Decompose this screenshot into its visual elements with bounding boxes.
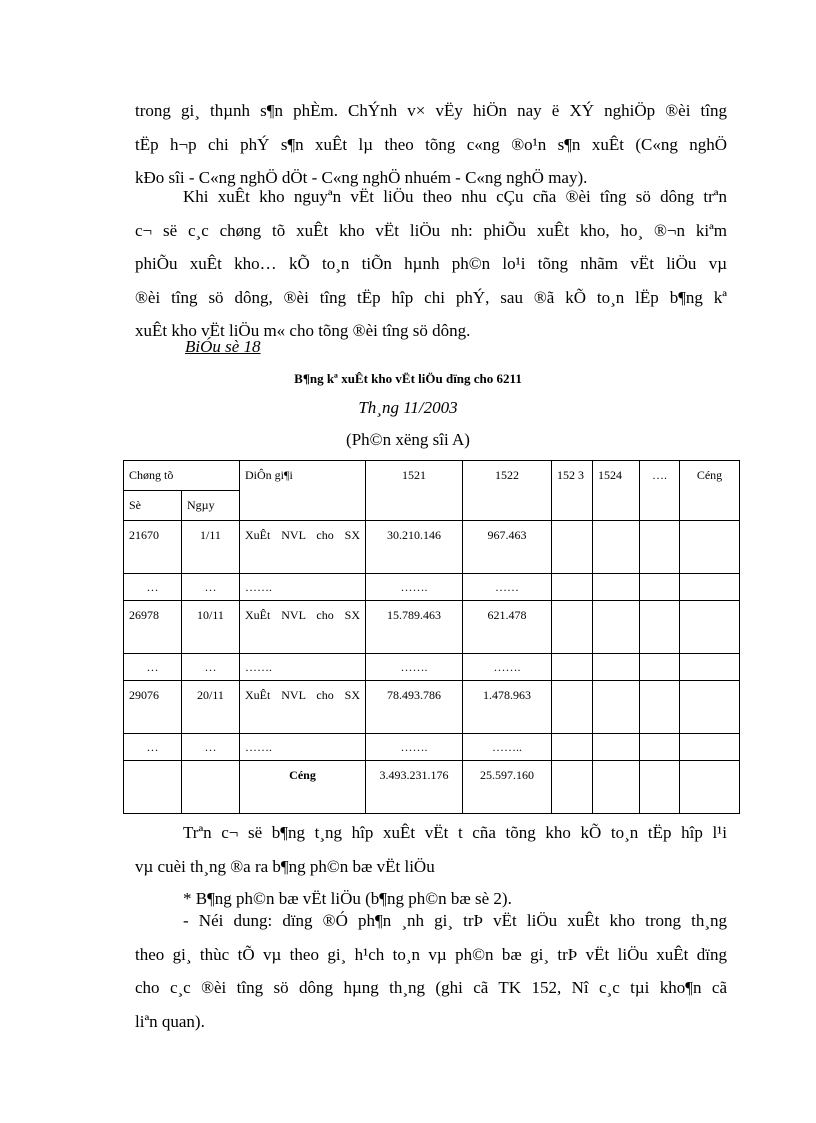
table-row bbox=[124, 601, 740, 654]
cell-more bbox=[640, 654, 680, 681]
table-month: Th¸ng 11/2003 bbox=[358, 398, 458, 417]
cell-1524 bbox=[593, 574, 640, 601]
cell-1523 bbox=[552, 521, 593, 574]
header-date: Ngµy bbox=[182, 491, 240, 521]
cell-number: 26978 bbox=[124, 601, 182, 654]
cell-number bbox=[124, 761, 182, 814]
cell-number: … bbox=[124, 574, 182, 601]
cell-total bbox=[680, 521, 740, 574]
cell-1524 bbox=[593, 734, 640, 761]
cell-more bbox=[640, 521, 680, 574]
text-line: liªn quan). bbox=[135, 1011, 205, 1031]
text-line: phiÕu xuÊt kho… kÕ to¸n tiÕn hµnh ph©n lo¹i tõng nhãm vËt liÖu vµ bbox=[135, 254, 727, 273]
cell-1522: …….. bbox=[463, 734, 552, 761]
text-line: trong gi¸ thµnh s¶n phÈm. ChÝnh v× vËy hiÖn nay ë XÝ nghiÖp ®èi tîng bbox=[135, 101, 727, 120]
cell-date: … bbox=[182, 574, 240, 601]
header-1521: 1521 bbox=[366, 461, 463, 521]
cell-description: XuÊt NVL cho SX bbox=[240, 601, 366, 654]
cell-more bbox=[640, 761, 680, 814]
table-row bbox=[124, 734, 740, 761]
text-line: * B¶ng ph©n bæ vËt liÖu (b¶ng ph©n bæ sè 2). bbox=[183, 889, 512, 908]
cell-1524 bbox=[593, 601, 640, 654]
cell-1522: ……. bbox=[463, 654, 552, 681]
header-total: Céng bbox=[680, 461, 740, 521]
cell-1521: ……. bbox=[366, 574, 463, 601]
cell-1521: ……. bbox=[366, 734, 463, 761]
table-row bbox=[124, 521, 740, 574]
cell-1522: 967.463 bbox=[463, 521, 552, 574]
cell-more bbox=[640, 681, 680, 734]
total-row bbox=[124, 761, 740, 814]
cell-more bbox=[640, 574, 680, 601]
content-paragraph bbox=[135, 904, 727, 1038]
text-line: theo gi¸ thùc tÕ vµ theo gi¸ h¹ch to¸n vµ ph©n bæ gi¸ trÞ vËt liÖu xuÊt dïng bbox=[135, 944, 727, 964]
cell-description: XuÊt NVL cho SX bbox=[240, 521, 366, 574]
header-voucher: Chøng tõ bbox=[124, 461, 240, 491]
cell-total bbox=[680, 761, 740, 814]
cell-1523 bbox=[552, 734, 593, 761]
material-export-table bbox=[123, 460, 740, 814]
export-procedure-paragraph bbox=[135, 180, 727, 348]
text-line: Khi xuÊt kho nguyªn vËt liÖu theo nhu cÇu cña ®èi tîng sö dông trªn bbox=[183, 187, 727, 206]
total-1521: 3.493.231.176 bbox=[366, 761, 463, 814]
cell-1523 bbox=[552, 654, 593, 681]
cell-total bbox=[680, 574, 740, 601]
cell-total bbox=[680, 654, 740, 681]
cell-1521: 78.493.786 bbox=[366, 681, 463, 734]
cell-1524 bbox=[593, 761, 640, 814]
cell-date bbox=[182, 761, 240, 814]
figure-caption: BiÓu sè 18 bbox=[185, 337, 261, 356]
text-line: xuÊt kho vËt liÖu m« cho tõng ®èi tîng sö dông. bbox=[135, 321, 471, 340]
cell-1523 bbox=[552, 761, 593, 814]
cell-description: XuÊt NVL cho SX bbox=[240, 681, 366, 734]
cell-1524 bbox=[593, 521, 640, 574]
text-line: cho c¸c ®èi tîng sö dông hµng th¸ng (ghi cã TK 152, Nî c¸c tµi kho¶n cã bbox=[135, 978, 727, 997]
cell-1523 bbox=[552, 681, 593, 734]
cell-date: … bbox=[182, 734, 240, 761]
header-description: DiÔn gi¶i bbox=[240, 461, 366, 521]
cell-date: 10/11 bbox=[182, 601, 240, 654]
header-row bbox=[124, 461, 740, 491]
cell-1521: 30.210.146 bbox=[366, 521, 463, 574]
cell-date: 1/11 bbox=[182, 521, 240, 574]
total-1522: 25.597.160 bbox=[463, 761, 552, 814]
header-more: …. bbox=[640, 461, 680, 521]
cell-1522: 621.478 bbox=[463, 601, 552, 654]
cell-1524 bbox=[593, 681, 640, 734]
text-line: Trªn c¬ së b¶ng t¸ng hîp xuÊt vËt t cña tõng kho kÕ to¸n tËp hîp l¹i bbox=[183, 823, 727, 842]
cell-description: ……. bbox=[240, 574, 366, 601]
cell-number: … bbox=[124, 734, 182, 761]
table-row bbox=[124, 654, 740, 681]
text-line: kÐo sîi - C«ng nghÖ dÖt - C«ng nghÖ nhuém - C«ng nghÖ may). bbox=[135, 168, 588, 187]
text-line: vµ cuèi th¸ng ®a ra b¶ng ph©n bæ vËt liÖu bbox=[135, 856, 435, 876]
text-line: c¬ së c¸c chøng tõ xuÊt kho vËt liÖu nh: phiÕu xuÊt kho, ho¸ ®¬n kiªm bbox=[135, 220, 727, 240]
header-1522: 1522 bbox=[463, 461, 552, 521]
cell-1522: …… bbox=[463, 574, 552, 601]
cell-more bbox=[640, 734, 680, 761]
header-1524: 1524 bbox=[593, 461, 640, 521]
cell-1523 bbox=[552, 574, 593, 601]
table-row bbox=[124, 574, 740, 601]
cell-total bbox=[680, 734, 740, 761]
cell-more bbox=[640, 601, 680, 654]
total-label: Céng bbox=[240, 761, 366, 814]
cell-date: 20/11 bbox=[182, 681, 240, 734]
cell-total bbox=[680, 681, 740, 734]
cell-1521: ……. bbox=[366, 654, 463, 681]
header-number: Sè bbox=[124, 491, 182, 521]
cell-1524 bbox=[593, 654, 640, 681]
cell-date: … bbox=[182, 654, 240, 681]
table-title: B¶ng kª xuÊt kho vËt liÖu dïng cho 6211 bbox=[294, 371, 522, 386]
header-1523: 152 3 bbox=[552, 461, 593, 521]
summary-paragraph bbox=[135, 816, 727, 883]
text-line: ®èi tîng sö dông, ®èi tîng tËp hîp chi phÝ, sau ®ã kÕ to¸n lËp b¶ng kª bbox=[135, 287, 727, 307]
cell-number: … bbox=[124, 654, 182, 681]
cell-1523 bbox=[552, 601, 593, 654]
cell-description: ……. bbox=[240, 734, 366, 761]
table-row bbox=[124, 681, 740, 734]
text-line: - Néi dung: dïng ®Ó ph¶n ¸nh gi¸ trÞ vËt liÖu xuÊt kho trong th¸ng bbox=[183, 911, 727, 930]
cell-number: 29076 bbox=[124, 681, 182, 734]
cell-description: ……. bbox=[240, 654, 366, 681]
cell-total bbox=[680, 601, 740, 654]
cell-number: 21670 bbox=[124, 521, 182, 574]
cell-1521: 15.789.463 bbox=[366, 601, 463, 654]
text-line: tËp h¬p chi phÝ s¶n xuÊt lµ theo tõng c«ng ®o¹n s¶n xuÊt (C«ng nghÖ bbox=[135, 134, 727, 154]
cell-1522: 1.478.963 bbox=[463, 681, 552, 734]
table-subtitle: (Ph©n xëng sîi A) bbox=[346, 430, 470, 449]
